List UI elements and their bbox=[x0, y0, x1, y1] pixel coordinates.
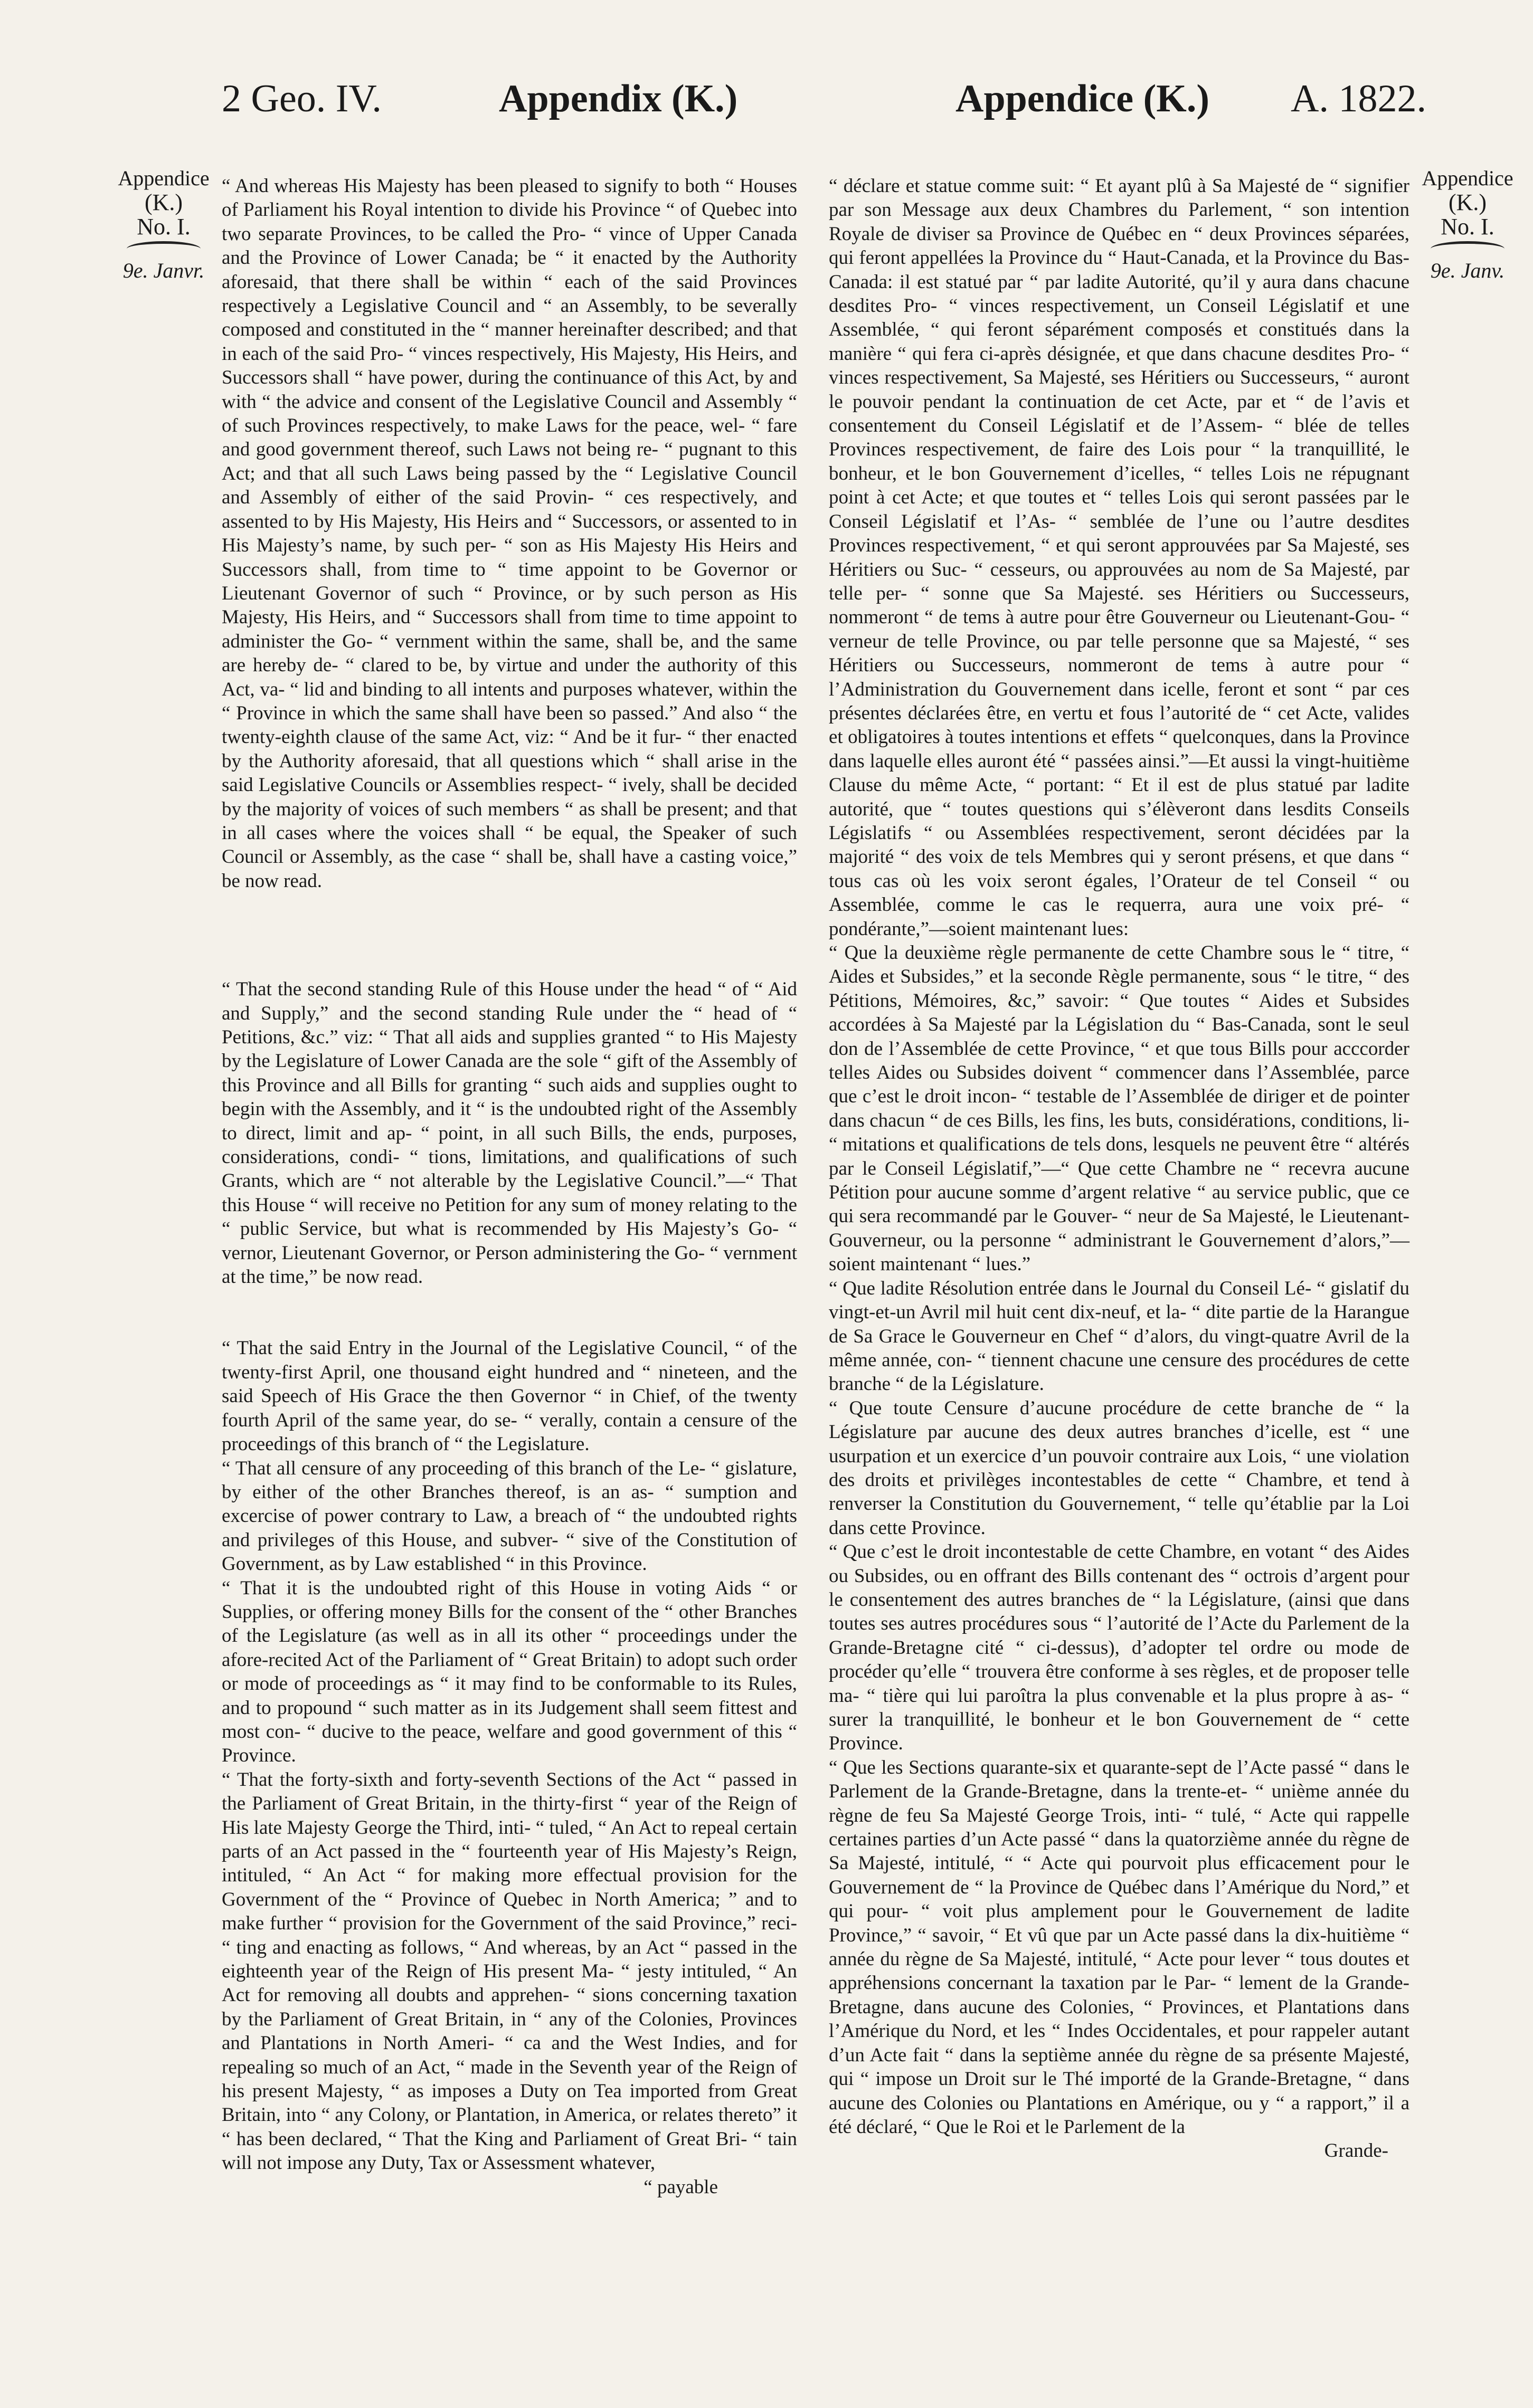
page-header bbox=[0, 77, 1533, 140]
margin-number-label: No. I. bbox=[1441, 214, 1494, 240]
french-column bbox=[829, 174, 1409, 2163]
year-label: A. 1822. bbox=[1291, 77, 1426, 120]
english-paragraph-5: “ That it is the undoubted right of this House in voting Aids “ or Supplies, or offering money Bills for the consent of the “ other Branches of the Legislature (as well as in all its other “ proceedings under the afore-recited Act of the Parliament of “ Great Britain) to adopt such order or mode of proceedings as “ it may find to be conformable to its Rules, and to propound “ such matter as in its Judgement shall seem fittest and most con- “ ducive to the peace, welfare and good government of this “ Province. bbox=[222, 1577, 797, 1767]
english-paragraph-2: “ That the second standing Rule of this House under the head “ of “ Aid and Supply,” and the second standing Rule under the “ head of “ Petitions, &c.” viz: “ That all aids and supplies granted “ to His Majesty by the Legislature of Lower Canada are the sole “ gift of the Assembly of this Province and all Bills for granting “ such aids and supplies ought to begin with the Assembly, and it “ is the undoubted right of the Assembly to direct, limit and ap- “ point, in all such Bills, the ends, purposes, considerations, condi- “ tions, limitations, and qualifications of such Grants, which are “ not alterable by the Legislative Council.”—“ That this House “ will receive no Petition for any sum of money relating to the “ public Service, but what is recommended by His Majesty’s Go- “ vernor, Lieutenant Governor, or Person administering the Go- “ vernment at the time,” be now read. bbox=[222, 978, 797, 1288]
french-catchword: Grande- bbox=[1324, 2140, 1388, 2162]
right-margin-note bbox=[1415, 166, 1520, 283]
margin-k-label: (K.) bbox=[1448, 189, 1487, 215]
margin-date: 9e. Janv. bbox=[1430, 259, 1505, 282]
appendix-title-english: Appendix (K.) bbox=[499, 77, 738, 120]
french-paragraph-5: “ Que c’est le droit incontestable de cette Chambre, en votant “ des Aides ou Subsides, ou en offrant des Bills contenant des “ octrois d’argent pour le consentement des autres branches de “ la Législature, (ainsi que dans toutes ses autres procédures sous “ l’autorité de l’Acte du Parlement de la Grande-Bretagne cité “ ci-dessus), d’adopter tel ordre ou mode de procéder qu’elle “ trouvera être conforme à ses règles, et de proposer telle ma- “ tière qui lui paroîtra la plus convenable et la plus propre à as- “ surer la tranquillité, le bonheur et le bon Gouvernement de “ cette Province. bbox=[829, 1541, 1409, 1755]
french-paragraph-3: “ Que ladite Résolution entrée dans le Journal du Conseil Lé- “ gislatif du vingt-et-un Avril mil huit cent dix-neuf, et la- “ dite partie de la Harangue de Sa Grace le Gouverneur en Chef “ d’alors, du vingt-quatre Avril de la même année, con- “ tiennent chacune une censure des procédures de cette branche “ de la Législature. bbox=[829, 1277, 1409, 1395]
french-paragraph-2: “ Que la deuxième règle permanente de cette Chambre sous le “ titre, “ Aides et Subsides,” et la seconde Règle permanente, sous “ le titre, “ des Pétitions, Mémoires, &c,” savoir: “ Que toutes “ Aides et Subsides accordées à Sa Majesté par la Législation du “ Bas-Canada, sont le seul don de l’Assemblée de cette Province, “ et que tous Bills pour acccorder telles Aides ou Subsides doivent “ commencer dans l’Assemblée, parce que c’est le droit incon- “ testable de l’Assemblée de diriger et de pointer dans chacun “ de ces Bills, les fins, les buts, considérations, conditions, li- “ mitations et qualifications de tels dons, lesquels ne peuvent être “ altérés par le Conseil Législatif,”—“ Que cette Chambre ne “ recevra aucune Pétition pour aucune somme d’argent relative “ au service public, que ce qui sera recommandé par le Gouver- “ neur de Sa Majesté, le Lieutenant-Gouverneur, ou la personne “ administrant le Gouvernement d’alors,”—soient maintenant “ lues.” bbox=[829, 942, 1409, 1276]
english-catchword: “ payable bbox=[644, 2176, 718, 2198]
margin-appendix-label: Appendice bbox=[1422, 166, 1513, 190]
margin-date: 9e. Janvr. bbox=[122, 259, 205, 282]
english-column bbox=[222, 174, 797, 2199]
english-paragraph-1: “ And whereas His Majesty has been pleased to signify to both “ Houses of Parliament his Royal intention to divide his Province “ of Quebec into two separate Provinces, to be called the Pro- “ vince of Upper Canada and the Province of Lower Canada; be “ it enacted by the Authority aforesaid, that there shall be within “ each of the said Provinces respectively a Legislative Council and “ an Assembly, to be severally composed and constituted in the “ manner hereinafter described; and that in each of the said Pro- “ vinces respectively, His Majesty, His Heirs, and Successors shall “ have power, during the continuance of this Act, by and with “ the advice and consent of the Legislative Council and Assembly “ of such Provinces respectively, to make Laws for the peace, wel- “ fare and good government thereof, such Laws not being re- “ pugnant to this Act; and that all such Laws being passed by the “ Legislative Council and Assembly of either of the said Provin- “ ces respectively, and assented to by His Majesty, His Heirs and “ Successors, or assented to in His Majesty’s name, by such per- “ son as His Majesty His Heirs and Successors shall, from time to “ time appoint to be Governor or Lieutenant Governor of such “ Province, or by such person as His Majesty, His Heirs, and “ Successors shall from time to time appoint to administer the Go- “ vernment within the same, shall be, and the same are hereby de- “ clared to be, by virtue and under the authority of this Act, va- “ lid and binding to all intents and purposes whatever, within the “ Province in which the same shall have been so passed.” And also “ the twenty-eighth clause of the same Act, viz: “ And be it fur- “ ther enacted by the Authority aforesaid, that all questions which “ shall arise in the said Legislative Councils or Assemblies respect- “ ively, shall be decided by the majority of voices of such members “ as shall be present; and that in all cases where the voices shall “ be equal, the Speaker of such Council or Assembly, as the case “ shall be, shall have a casting voice,” be now read. bbox=[222, 175, 797, 892]
session-reference: 2 Geo. IV. bbox=[222, 77, 382, 120]
english-paragraph-3: “ That the said Entry in the Journal of the Legislative Council, “ of the twenty-first April, one thousand eight hundred and “ nineteen, and the said Speech of His Grace the then Governor “ in Chief, of the twenty fourth April of the same year, do se- “ verally, contain a censure of the proceedings of this branch of “ the Legislature. bbox=[222, 1337, 797, 1455]
french-paragraph-4: “ Que toute Censure d’aucune procédure de cette branche de “ la Législature par aucune des deux autres branches d’icelle, est “ une usurpation et un exercice d’un pouvoir contraire aux Lois, “ une violation des droits et privilèges incontestables de cette “ Chambre, et tend à renverser la Constitution du Gouvernement, “ telle qu’établie par la Loi dans cette Province. bbox=[829, 1397, 1409, 1539]
brace-ornament bbox=[1431, 241, 1504, 256]
french-paragraph-6: “ Que les Sections quarante-six et quarante-sept de l’Acte passé “ dans le Parlement de la Grande-Bretagne, dans la trente-et- “ unième année du règne de feu Sa Majesté George Trois, inti- “ tulé, “ Acte qui rappelle certaines parties d’un Acte passé “ dans la quatorzième année du règne de Sa Majesté, intitulé, “ “ Acte qui pourvoit plus efficacement pour le Gouvernement de “ la Province de Québec dans l’Amérique du Nord,” et qui pour- “ voit plus amplement pour le Gouvernement de ladite Province,” “ savoir, “ Et vû que par un Acte passé dans la dix-huitième “ année du règne de Sa Majesté, intitulé, “ Acte pour lever “ tous doutes et appréhensions concernant la taxation par le Par- “ lement de la Grande-Bretagne, dans aucune des Colonies, “ Provinces, et Plantations dans l’Amérique du Nord, et les “ Indes Occidentales, et pour rappeler autant d’un Acte fait “ dans la septième année du règne de sa présente Majesté, qui “ impose un Droit sur le Thé importé de la Grande-Bretagne, “ dans aucune des Colonies ou Plantations en Amérique, ou y “ a rapport,” il a été déclaré, “ Que le Roi et le Parlement de la bbox=[829, 1756, 1409, 2138]
french-paragraph-1: “ déclare et statue comme suit: “ Et ayant plû à Sa Majesté de “ signifier par son Message aux deux Chambres du Parlement, “ son intention Royale de diviser sa Province de Québec en “ deux Provinces séparées, qui feront appellées la Province du “ Haut-Canada, et la Province du Bas-Canada: il est statué par “ par ladite Autorité, qu’il y aura dans chacune desdites Pro- “ vinces respectivement, un Conseil Législatif et une Assemblée, “ qui feront séparément composés et constitués dans la manière “ qui fera ci-après désignée, et que dans chacune desdites Pro- “ vinces respectivement, Sa Majesté, ses Héritiers ou Successeurs, “ auront le pouvoir pendant la continuation de cet Acte, par et “ de l’avis et consentement du Conseil Législatif et de l’Assem- “ blée de telles Provinces respectivement, de faire des Lois pour “ la tranquillité, le bonheur, et le bon Gouvernement d’icelles, “ telles Lois ne répugnant point à cet Acte; et que toutes et “ telles Lois qui seront passées par le Conseil Législatif et l’As- “ semblée de l’une ou l’autre desdites Provinces respectivement, “ et qui seront approuvées par Sa Majesté, ses Héritiers ou Suc- “ cesseurs, ou approuvées au nom de Sa Majesté, par telle per- “ sonne que Sa Majesté. ses Héritiers ou Successeurs, nommeront “ de tems à autre pour être Gouverneur ou Lieutenant-Gou- “ verneur de telle Province, ou par telle personne que sa Majesté, “ ses Héritiers ou Successeurs, nommeront de tems à autre pour “ l’Administration du Gouvernement dans icelle, feront et sont “ par ces présentes déclarées être, en vertu et fous l’autorité de “ cet Acte, valides et obligatoires à toutes intentions et effets “ quelconques, dans la Province dans laquelle elles auront été “ passées ainsi.”—Et aussi la vingt-huitième Clause du même Acte, “ portant: “ Et il est de plus statué par ladite autorité, que “ toutes questions qui s’élèveront dans lesdits Conseils Législatifs “ ou Assemblées respectivement, seront décidées par la majorité “ des voix de tels Membres qui y seront présens, et que dans “ tous cas où les voix seront égales, l’Orateur de tel Conseil “ ou Assemblée, comme le cas le requerra, aura une voix pré- “ pondérante,”—soient maintenant lues: bbox=[829, 175, 1409, 940]
english-paragraph-6: “ That the forty-sixth and forty-seventh Sections of the Act “ passed in the Parliament of Great Britain, in the thirty-first “ year of the Reign of His late Majesty George the Third, inti- “ tuled, “ An Act to repeal certain parts of an Act passed in the “ fourteenth year of His Majesty’s Reign, intituled, “ An Act “ for making more effectual provision for the Government of the “ Province of Quebec in North America; ” and to make further “ provision for the Government of the said Province,” reci- “ ting and enacting as follows, “ And whereas, by an Act “ passed in the eighteenth year of the Reign of His present Ma- “ jesty intituled, “ An Act for removing all doubts and apprehen- “ sions concerning taxation by the Parliament of Great Britain, in “ any of the Colonies, Provinces and Plantations in North Ameri- “ ca and the West Indies, and for repealing so much of an Act, “ made in the Seventh year of the Reign of his present Majesty, “ as imposes a Duty on Tea imported from Great Britain, into “ any Colony, or Plantation, in America, or relates thereto” it “ has been declared, “ That the King and Parliament of Great Bri- “ tain will not impose any Duty, Tax or Assessment whatever, bbox=[222, 1768, 797, 2174]
appendix-title-french: Appendice (K.) bbox=[955, 77, 1209, 120]
margin-appendix-label: Appendice bbox=[118, 166, 210, 190]
left-margin-note bbox=[111, 166, 216, 283]
margin-k-label: (K.) bbox=[144, 189, 183, 215]
margin-number-label: No. I. bbox=[137, 214, 191, 240]
brace-ornament bbox=[127, 241, 201, 256]
english-paragraph-4: “ That all censure of any proceeding of this branch of the Le- “ gislature, by either of the other Branches thereof, is an as- “ sumption and excercise of power contrary to Law, a breach of “ the undoubted rights and privileges of this House, and subver- “ sive of the Constitution of Government, as by Law established “ in this Province. bbox=[222, 1457, 797, 1575]
